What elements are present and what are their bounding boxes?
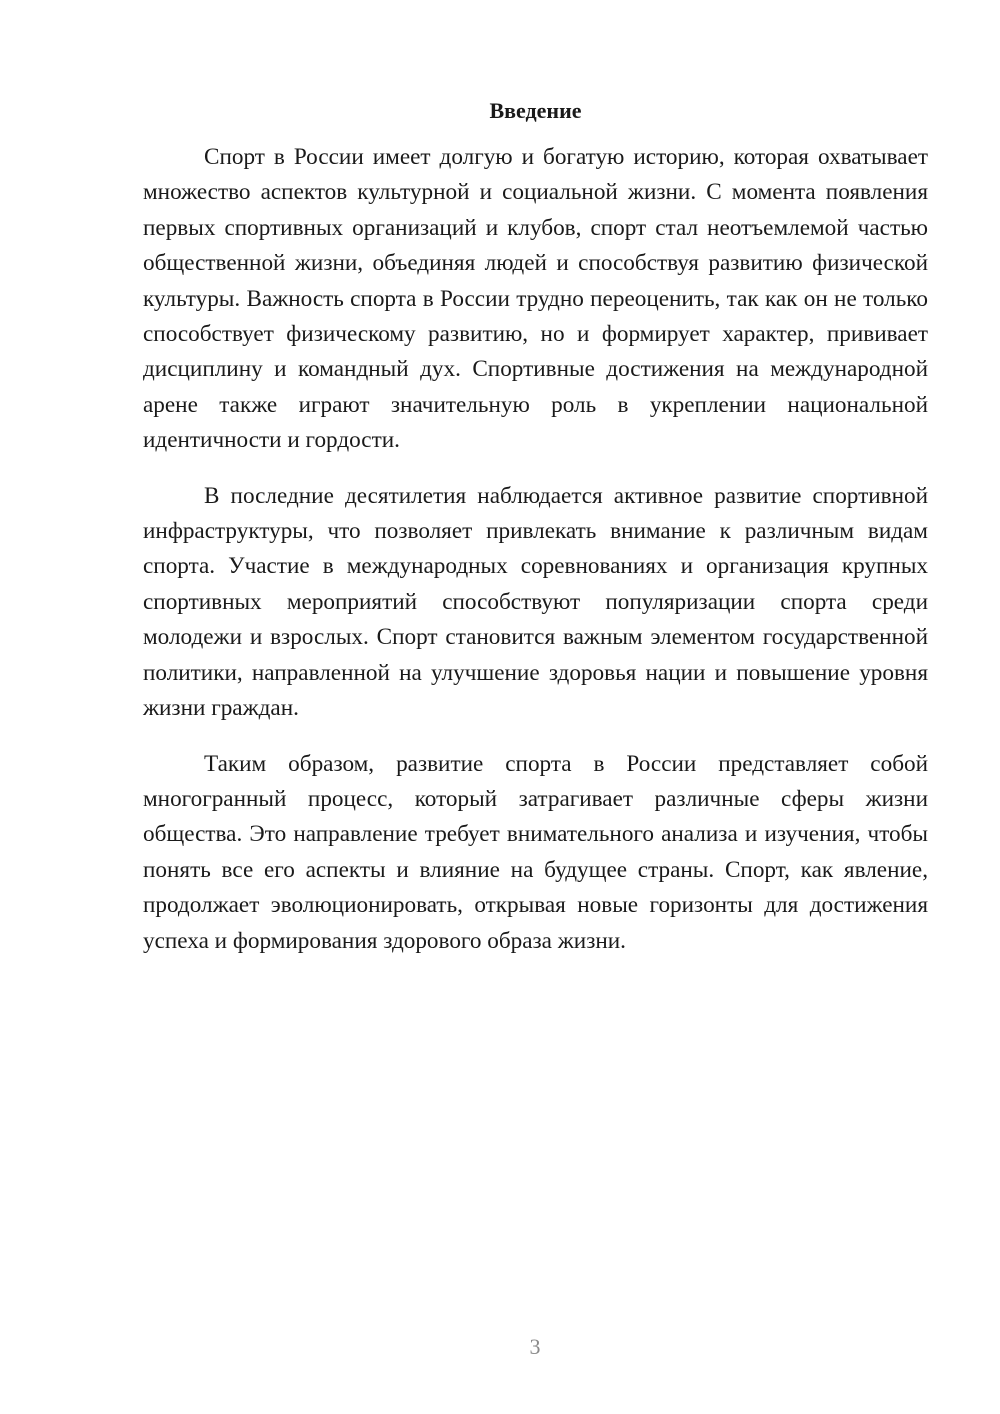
section-heading: Введение	[489, 98, 582, 123]
paragraph-3: Таким образом, развитие спорта в России представляет собой многогранный процесс, который затрагивает различные сферы жизни общества. Это направление требует внимательного анализа и изучения, чтобы понять все его аспекты и влияние на будущее страны. Спорт, как явление, продолжает эволюционировать, открывая новые горизонты для достижения успеха и формирования здорового образа жизни.	[143, 750, 928, 954]
page-number: 3	[529, 1334, 541, 1359]
paragraph-2: В последние десятилетия наблюдается активное развитие спортивной инфраструктуры, что позволяет привлекать внимание к различным видам спорта. Участие в международных соревнованиях и организация крупных спортивных мероприятий способствуют популяризации спорта среди молодежи и взрослых. Спорт становится важным элементом государственной политики, направленной на улучшение здоровья нации и повышение уровня жизни граждан.	[143, 482, 928, 722]
paragraph-1: Спорт в России имеет долгую и богатую историю, которая охватывает множество аспектов культурной и социальной жизни. С момента появления первых спортивных организаций и клубов, спорт стал неотъемлемой частью общественной жизни, объединяя людей и способствуя развитию физической культуры. Важность спорта в России трудно переоценить, так как он не только способствует физическому развитию, но и формирует характер, прививает дисциплину и командный дух. Спортивные достижения на международной арене также играют значительную роль в укреплении национальной идентичности и гордости.	[143, 144, 928, 454]
page-content	[143, 96, 928, 959]
